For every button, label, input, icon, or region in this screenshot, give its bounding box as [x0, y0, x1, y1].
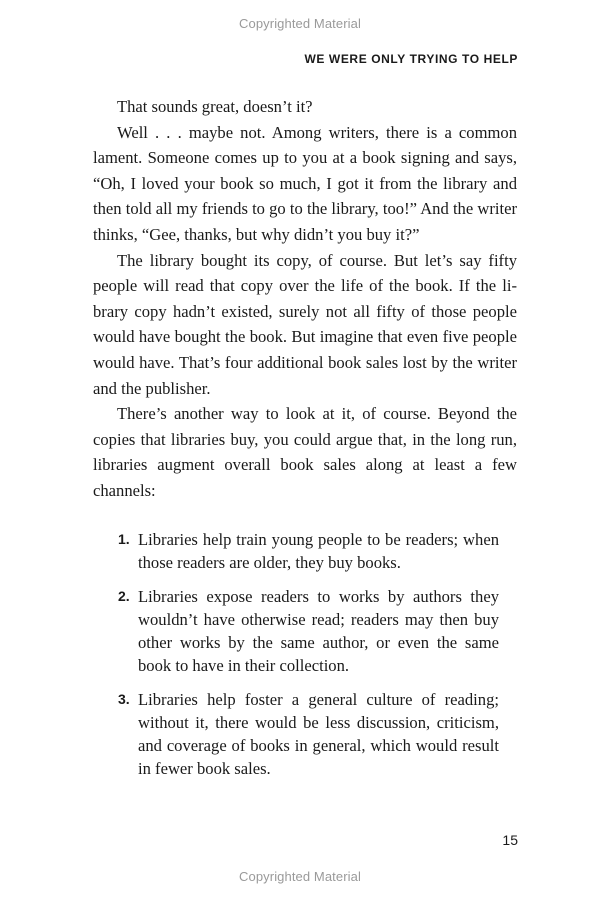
numbered-list — [118, 528, 499, 791]
paragraph: That sounds great, doesn’t it? — [117, 97, 313, 116]
paragraph: The library bought its copy, of course. But let’s say fifty people will read that copy over the life of the book. If the library copy hadn’t existed, surely not all fifty of those people would have bought the book. But imagine that even five people would have. That’s four additional book sales lost by the writer and the publisher. — [93, 250, 517, 398]
list-item — [118, 585, 499, 677]
list-item — [118, 688, 499, 780]
list-item-number: 3. — [118, 691, 130, 707]
list-item-text: Libraries expose readers to works by authors they wouldn’t have otherwise read; readers may then buy other works by the same author, or even the same book to have in their collection. — [138, 587, 499, 675]
running-head: WE WERE ONLY TRYING TO HELP — [304, 52, 518, 66]
list-item — [118, 528, 499, 574]
list-item-number: 1. — [118, 531, 130, 547]
list-item-text: Libraries help train young people to be readers; when those readers are older, they buy books. — [138, 530, 499, 572]
list-item-number: 2. — [118, 588, 130, 604]
copyright-watermark-bottom: Copyrighted Material — [239, 869, 361, 884]
paragraph: Well . . . maybe not. Among writers, there is a common lament. Someone comes up to you at a book signing and says, “Oh, I loved your book so much, I got it from the library and then told all my friends to go to the library, too!” And the writer thinks, “Gee, thanks, but why didn’t you buy it?” — [93, 122, 517, 244]
page-number: 15 — [502, 832, 518, 848]
list-item-text: Libraries help foster a general culture of reading; without it, there would be less discussion, criticism, and coverage of books in general, which would result in fewer book sales. — [138, 690, 499, 778]
body-text — [93, 94, 517, 504]
paragraph: There’s another way to look at it, of course. Beyond the copies that libraries buy, you could argue that, in the long run, libraries augment overall book sales along at least a few channels: — [93, 404, 517, 500]
copyright-watermark-top: Copyrighted Material — [239, 16, 361, 31]
